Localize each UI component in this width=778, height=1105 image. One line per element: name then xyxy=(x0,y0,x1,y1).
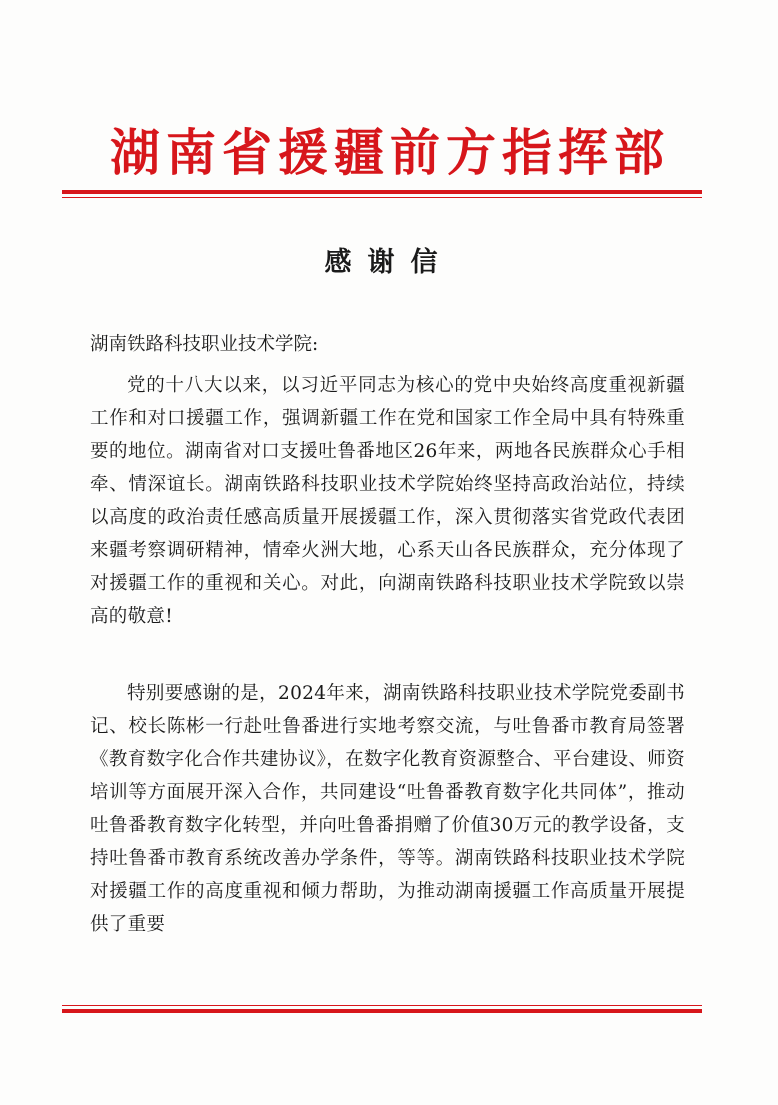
letter-salutation: 湖南铁路科技职业技术学院: xyxy=(90,334,319,355)
footer-divider xyxy=(62,1005,702,1013)
divider-thin-line xyxy=(62,1005,702,1006)
letterhead-title: 湖南省援疆前方指挥部 xyxy=(110,123,670,182)
letter-title: 感谢信 xyxy=(324,247,454,278)
letter-paragraph-2: 特别要感谢的是，2024年来，湖南铁路科技职业技术学院党委副书记、校长陈彬一行赴吐鲁番进行实地考察交流，与吐鲁番市教育局签署《教育数字化合作共建协议》，在数字化教育资源整合、平台建设、师资培训等方面展开深入合作，共同建设“吐鲁番教育数字化共同体”，推动吐鲁番教育数字化转型，并向吐鲁番捐赠了价值30万元的教学设备，支持吐鲁番市教育系统改善办学条件，等等。湖南铁路科技职业技术学院对援疆工作的高度重视和倾力帮助，为推动湖南援疆工作高质量开展提供了重要 xyxy=(90,683,685,935)
divider-thick-line xyxy=(62,1009,702,1013)
letterhead-divider xyxy=(62,190,702,198)
divider-thin-line xyxy=(62,197,702,198)
letter-paragraph-1: 党的十八大以来，以习近平同志为核心的党中央始终高度重视新疆工作和对口援疆工作，强调新疆工作在党和国家工作全局中具有特殊重要的地位。湖南省对口支援吐鲁番地区26年来，两地各民族群众心手相牵、情深谊长。湖南铁路科技职业技术学院始终坚持高政治站位，持续以高度的政治责任感高质量开展援疆工作，深入贯彻落实省党政代表团来疆考察调研精神，情牵火洲大地，心系天山各民族群众，充分体现了对援疆工作的重视和关心。对此，向湖南铁路科技职业技术学院致以崇高的敬意! xyxy=(90,375,685,627)
divider-thick-line xyxy=(62,190,702,194)
